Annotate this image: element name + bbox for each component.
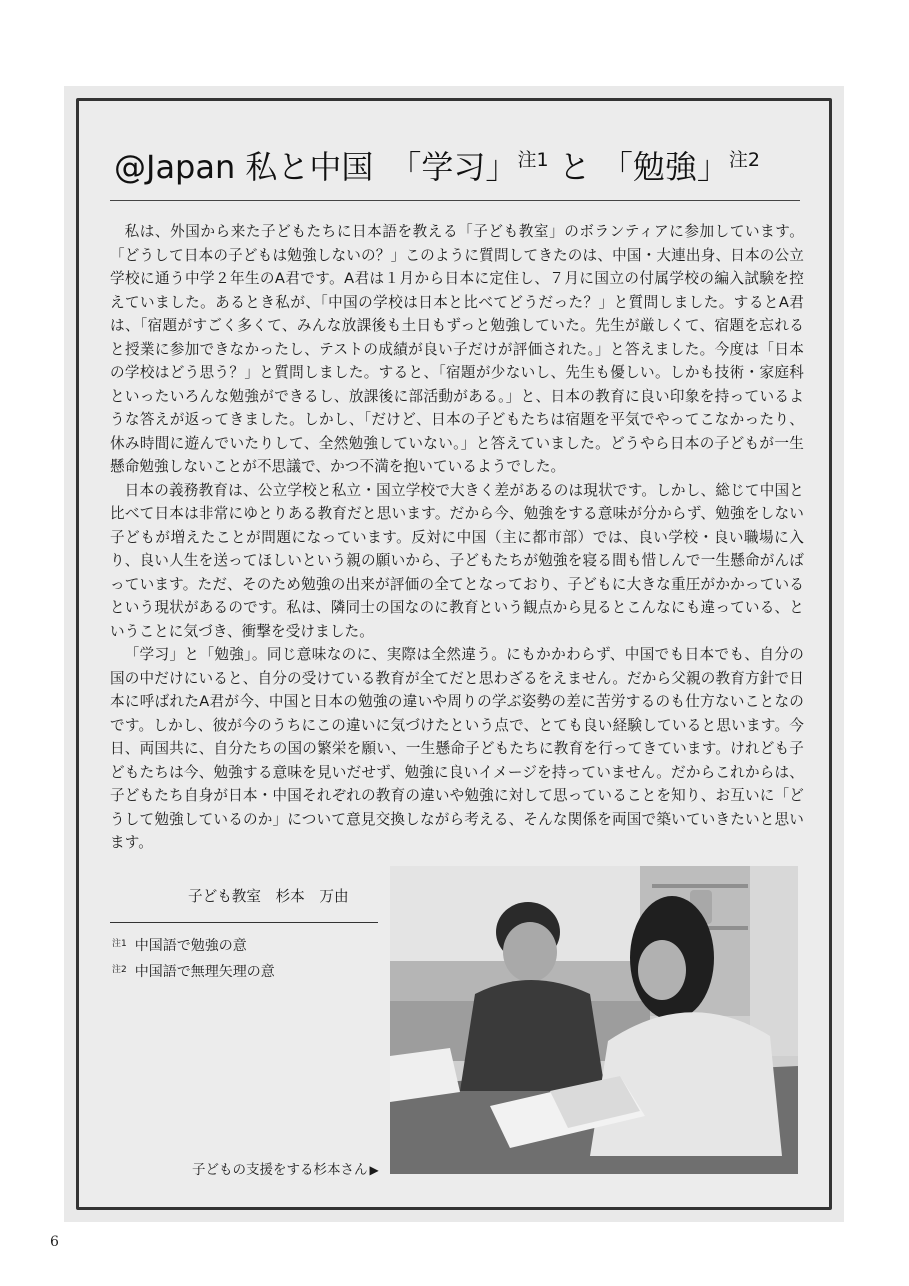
photo-caption — [192, 1158, 379, 1178]
footnote-1-mark: 注1 — [112, 939, 127, 949]
notes-divider — [110, 922, 378, 923]
paragraph-1: 私は、外国から来た子どもたちに日本語を教える「子ども教室」のボランティアに参加しています。「どうして日本の子どもは勉強しないの？」このように質問してきたのは、中国・大連出身、日本の公立学校に通う中学２年生のA君です。A君は１月から日本に定住し、７月に国立の付属学校の編入試験を控えていました。あるとき私が、「中国の学校は日本と比べてどうだった？」と質問しました。するとA君は、「宿題がすごく多くて、みんな放課後も土日もずっと勉強していた。先生が厳しくて、宿題を忘れると授業に参加できなかったし、テストの成績が良い子だけが評価された。」と答えました。今度は「日本の学校はどう思う？」と質問しました。すると、「宿題が少ないし、先生も優しい。しかも技術・家庭科といったいろんな勉強ができるし、放課後に部活動がある。」と、日本の教育に良い印象を持っているような答えが返ってきました。しかし、「だけど、日本の子どもたちは宿題を平気でやってこなかったり、休み時間に遊んでいたりして、全然勉強していない。」と答えていました。どうやら日本の子どもが一生懸命勉強しないことが不思議で、かつ不満を抱いているようでした。 — [110, 223, 804, 475]
article-photo — [390, 866, 798, 1174]
title-note1-mark: 注1 — [517, 149, 549, 171]
page-number: 6 — [50, 1234, 59, 1250]
footnote-2-text: 中国語で無理矢理の意 — [134, 964, 275, 980]
footnote-2 — [112, 958, 275, 984]
paragraph-3: 「学习」と「勉強」。同じ意味なのに、実際は全然違う。にもかかわらず、中国でも日本でも、自分の国の中だけにいると、自分の受けている教育が全てだと思わざるをえません。だから父親の教育方針で日本に呼ばれたA君が今、中国と日本の勉強の違いや周りの学ぶ姿勢の差に苦労するのも仕方ないことなのです。しかし、彼が今のうちにこの違いに気づけたという点で、とても良い経験していると思います。今日、両国共に、自分たちの国の繁栄を願い、一生懸命子どもたちに教育を行ってきています。けれども子どもたちは今、勉強する意味を見いだせず、勉強に良いイメージを持っていません。だからこれからは、子どもたち自身が日本・中国それぞれの教育の違いや勉強に対して思っていることを知り、お互いに「どうして勉強しているのか」について意見交換しながら考える、そんな関係を両国で築いていきたいと思います。 — [110, 646, 804, 851]
title-main: @Japan 私と中国 「学习」 — [114, 148, 518, 186]
title-note2-mark: 注2 — [728, 149, 760, 171]
title-divider — [110, 200, 800, 201]
photo-caption-text: 子どもの支援をする杉本さん — [192, 1162, 368, 1178]
article-body — [110, 220, 804, 855]
paragraph-2: 日本の義務教育は、公立学校と私立・国立学校で大きく差があるのは現状です。しかし、総じて中国と比べて日本は非常にゆとりある教育だと思います。だから今、勉強をする意味が分からず、勉強をしない子どもが増えたことが問題になっています。反対に中国（主に都市部）では、良い学校・良い職場に入り、良い人生を送ってほしいという親の願いから、子どもたちが勉強を寝る間も惜しんで一生懸命がんばっています。ただ、そのため勉強の出来が評価の全てとなっており、子どもに大きな重圧がかかっているという現状があるのです。私は、隣同士の国なのに教育という観点から見るとこんなにも違っている、ということに気づき、衝撃を受けました。 — [110, 481, 804, 640]
title-middle: と 「勉強」 — [548, 148, 729, 186]
footnote-2-mark: 注2 — [112, 965, 127, 975]
footnotes — [112, 932, 275, 984]
footnote-1 — [112, 932, 275, 958]
photo-illustration — [390, 866, 798, 1174]
article-title — [114, 136, 814, 191]
author-signature: 子ども教室 杉本 万由 — [188, 888, 349, 905]
footnote-1-text: 中国語で勉強の意 — [134, 938, 247, 954]
caption-arrow-icon: ▶ — [369, 1163, 379, 1177]
